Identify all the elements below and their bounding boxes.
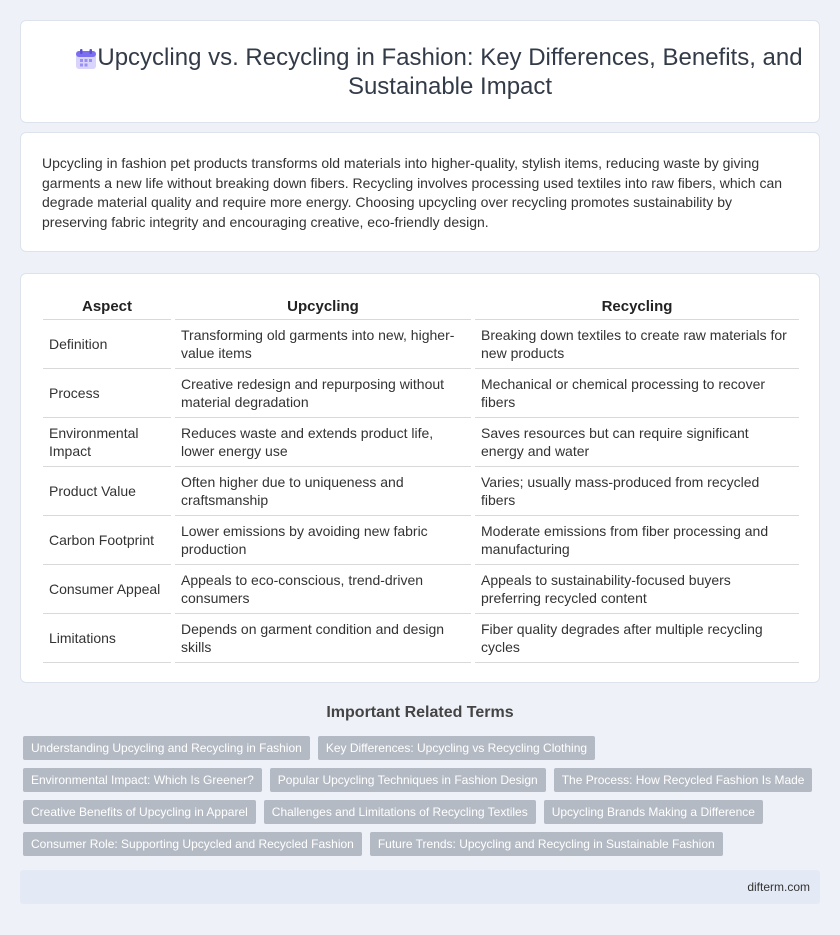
related-term-tag[interactable]: Consumer Role: Supporting Upcycled and Recycled Fashion <box>23 832 362 856</box>
page-title: Upcycling vs. Recycling in Fashion: Key Differences, Benefits, and Sustainable Impact <box>97 44 803 100</box>
column-header: Aspect <box>43 294 173 319</box>
column-header: Upcycling <box>173 294 473 319</box>
table-cell: Appeals to sustainability-focused buyers preferring recycled content <box>473 564 799 613</box>
table-cell: Environmental Impact <box>43 417 173 466</box>
related-term-tag[interactable]: Creative Benefits of Upcycling in Apparel <box>23 800 256 824</box>
table-cell: Carbon Footprint <box>43 515 173 564</box>
table-cell: Moderate emissions from fiber processing and manufacturing <box>473 515 799 564</box>
table-cell: Often higher due to uniqueness and craftsmanship <box>173 466 473 515</box>
table-row <box>43 564 799 613</box>
table-row <box>43 515 799 564</box>
table-cell: Transforming old garments into new, higher-value items <box>173 319 473 368</box>
table-cell: Reduces waste and extends product life, lower energy use <box>173 417 473 466</box>
table-row <box>43 368 799 417</box>
footer <box>20 870 820 904</box>
related-term-tag[interactable]: Popular Upcycling Techniques in Fashion Design <box>270 768 546 792</box>
table-cell: Saves resources but can require significant energy and water <box>473 417 799 466</box>
related-term-tag[interactable]: Upcycling Brands Making a Difference <box>544 800 763 824</box>
table-cell: Depends on garment condition and design skills <box>173 613 473 662</box>
related-term-tag[interactable]: Key Differences: Upcycling vs Recycling Clothing <box>318 736 595 760</box>
table-row <box>43 417 799 466</box>
table-cell: Process <box>43 368 173 417</box>
table-row <box>43 319 799 368</box>
related-term-tag[interactable]: Environmental Impact: Which Is Greener? <box>23 768 262 792</box>
tag-row <box>23 768 813 792</box>
table-cell: Limitations <box>43 613 173 662</box>
table-header-row <box>43 294 799 319</box>
table-cell: Fiber quality degrades after multiple recycling cycles <box>473 613 799 662</box>
table-cell: Breaking down textiles to create raw materials for new products <box>473 319 799 368</box>
intro-card <box>20 132 820 252</box>
tag-row <box>23 800 813 824</box>
title-card <box>20 20 820 123</box>
table-cell: Definition <box>43 319 173 368</box>
footer-site-link[interactable]: difterm.com <box>747 880 810 894</box>
tag-row <box>23 736 813 760</box>
related-term-tag[interactable]: The Process: How Recycled Fashion Is Made <box>554 768 813 792</box>
table-cell: Product Value <box>43 466 173 515</box>
comparison-table-card <box>20 273 820 683</box>
table-cell: Mechanical or chemical processing to recover fibers <box>473 368 799 417</box>
comparison-table <box>43 294 799 663</box>
table-cell: Varies; usually mass-produced from recycled fibers <box>473 466 799 515</box>
table-row <box>43 613 799 662</box>
column-header: Recycling <box>473 294 799 319</box>
table-cell: Appeals to eco-conscious, trend-driven consumers <box>173 564 473 613</box>
related-term-tag[interactable]: Understanding Upcycling and Recycling in Fashion <box>23 736 310 760</box>
related-terms-heading: Important Related Terms <box>326 704 514 721</box>
intro-paragraph: Upcycling in fashion pet products transforms old materials into higher-quality, stylish items, reducing waste by giving garments a new life without breaking down fibers. Recycling involves processing used textiles into raw fibers, which can degrade material quality and require more energy. Choosing upcycling over recycling promotes sustainability by preserving fabric integrity and encouraging creative, eco-friendly design. <box>42 155 783 230</box>
table-cell: Creative redesign and repurposing without material degradation <box>173 368 473 417</box>
tag-row <box>23 832 813 856</box>
related-term-tag[interactable]: Challenges and Limitations of Recycling Textiles <box>264 800 536 824</box>
related-term-tag[interactable]: Future Trends: Upcycling and Recycling in Sustainable Fashion <box>370 832 723 856</box>
table-cell: Consumer Appeal <box>43 564 173 613</box>
related-terms-list <box>23 736 813 864</box>
table-row <box>43 466 799 515</box>
table-cell: Lower emissions by avoiding new fabric production <box>173 515 473 564</box>
